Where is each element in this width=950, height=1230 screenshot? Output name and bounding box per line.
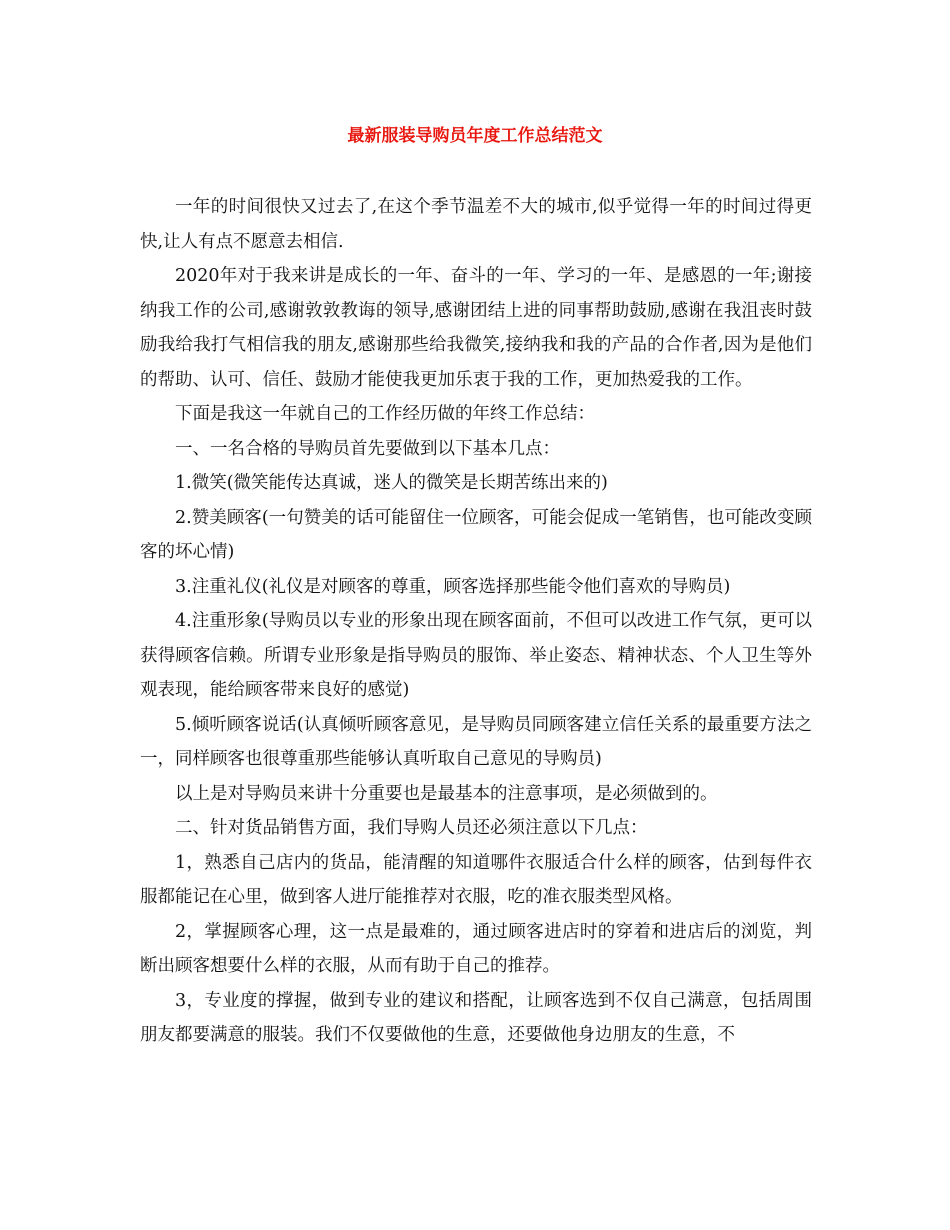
section-heading-1: 一、一名合格的导购员首先要做到以下基本几点： <box>175 438 560 459</box>
list-item: 4.注重形象(导购员以专业的形象出现在顾客面前，不但可以改进工作气氛，更可以获得顾客信赖。所谓专业形象是指导购员的服饰、举止姿态、精神状态、个人卫生等外观表现，能给顾客带来良好的感觉) <box>140 611 812 700</box>
paragraph-gratitude: 2020年对于我来讲是成长的一年、奋斗的一年、学习的一年、是感恩的一年;谢接纳我工作的公司,感谢敦敦教诲的领导,感谢团结上进的同事帮助鼓励,感谢在我沮丧时鼓励我给我打气相信我的朋友,感谢那些给我微笑,接纳我和我的产品的合作者,因为是他们的帮助、认可、信任、鼓励才能使我更加乐衷于我的工作，更加热爱我的工作。 <box>140 266 812 390</box>
document-body <box>140 190 812 1053</box>
list-item: 3，专业度的撑握，做到专业的建议和搭配，让顾客选到不仅自己满意，包括周围朋友都要满意的服装。我们不仅要做他的生意，还要做他身边朋友的生意，不 <box>140 990 812 1045</box>
list-item: 2.赞美顾客(一句赞美的话可能留住一位顾客，可能会促成一笔销售，也可能改变顾客的坏心情) <box>140 507 812 562</box>
list-item: 1.微笑(微笑能传达真诚，迷人的微笑是长期苦练出来的) <box>175 473 608 493</box>
list-item: 1，熟悉自己店内的货品，能清醒的知道哪件衣服适合什么样的顾客，估到每件衣服都能记在心里，做到客人进厅能推荐对衣服，吃的准衣服类型风格。 <box>140 852 812 907</box>
paragraph-conclusion-1: 以上是对导购员来讲十分重要也是最基本的注意事项，是必须做到的。 <box>175 783 718 804</box>
section-heading-2: 二、针对货品销售方面，我们导购人员还必须注意以下几点： <box>175 818 648 838</box>
list-item: 5.倾听顾客说话(认真倾听顾客意见，是导购员同顾客建立信任关系的最重要方法之一，同样顾客也很尊重那些能够认真听取自己意见的导购员) <box>140 714 812 769</box>
document-title: 最新服装导购员年度工作总结范文 <box>347 126 603 146</box>
list-item: 3.注重礼仪(礼仪是对顾客的尊重，顾客选择那些能令他们喜欢的导购员) <box>175 576 731 597</box>
paragraph-intro: 一年的时间很快又过去了,在这个季节温差不大的城市,似乎觉得一年的时间过得更快,让人有点不愿意去相信. <box>140 197 812 252</box>
list-item: 2，掌握顾客心理，这一点是最难的，通过顾客进店时的穿着和进店后的浏览，判断出顾客想要什么样的衣服，从而有助于自己的推荐。 <box>140 921 812 976</box>
paragraph-summary-lead: 下面是我这一年就自己的工作经历做的年终工作总结： <box>175 404 595 424</box>
